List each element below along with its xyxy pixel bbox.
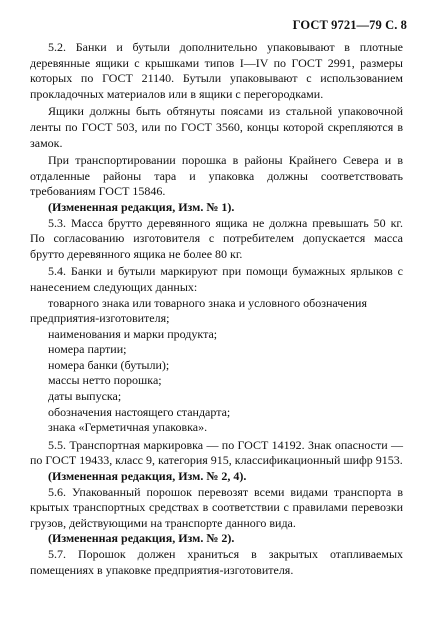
paragraph-far-north: При транспортировании порошка в районы Крайнего Севера и в отдаленные районы тара и упаковка должны соответствовать требованиям ГОСТ 15846. [30, 153, 403, 199]
marking-list-item: наименования и марки продукта; [48, 326, 218, 341]
marking-list-item: даты выпуска; [48, 389, 122, 404]
page-header: ГОСТ 9721—79 С. 8 [292, 18, 407, 32]
paragraph-5-4: 5.4. Банки и бутыли маркируют при помощи бумажных ярлыков с нанесением следующих данных: [30, 264, 403, 294]
paragraph-5-2: 5.2. Банки и бутыли дополнительно упаковывают в плотные деревянные ящики с крышками типов I—IV по ГОСТ 2991, размеры которых по ГОСТ 21140. Бутыли упаковывают с использованием прокладочных материалов или в ящики с перегородками. [30, 40, 403, 101]
marking-list-item: номера банки (бутыли); [48, 357, 170, 372]
paragraph-5-3: 5.3. Масса брутто деревянного ящика не должна превышать 50 кг. По согласованию изготовителя с потребителем допускается масса брутто деревянного ящика не более 80 кг. [30, 215, 403, 261]
amendment-note-2: (Измененная редакция, Изм. № 2, 4). [48, 469, 247, 484]
document-body [30, 40, 403, 578]
marking-list-item: обозначения настоящего стандарта; [48, 404, 231, 419]
amendment-note-3: (Измененная редакция, Изм. № 2). [48, 531, 235, 546]
paragraph-5-6: 5.6. Упакованный порошок перевозят всеми видами транспорта в крытых транспортных средствах в соответствии с правилами перевозки грузов, действующими на транспорте данного вида. [30, 484, 403, 530]
paragraph-5-5: 5.5. Транспортная маркировка — по ГОСТ 14192. Знак опасности — по ГОСТ 19433, класс 9, категория 915, классификационный шифр 9153. [30, 437, 403, 468]
marking-list-item: номера партии; [48, 342, 127, 357]
amendment-note-1: (Измененная редакция, Изм. № 1). [48, 199, 235, 214]
marking-list-item: знака «Герметичная упаковка». [48, 420, 208, 435]
marking-list-item: товарного знака или товарного знака и условного обозначения предприятия-изготовителя; [30, 295, 367, 326]
paragraph-boxes-banding: Ящики должны быть обтянуты поясами из стальной упаковочной ленты по ГОСТ 503, или по ГОСТ 3560, концы которой скрепляются в замок. [30, 104, 403, 150]
paragraph-5-7: 5.7. Порошок должен храниться в закрытых отапливаемых помещениях в упаковке предприятия-изготовителя. [30, 547, 403, 577]
marking-list-item: массы нетто порошка; [48, 373, 162, 388]
